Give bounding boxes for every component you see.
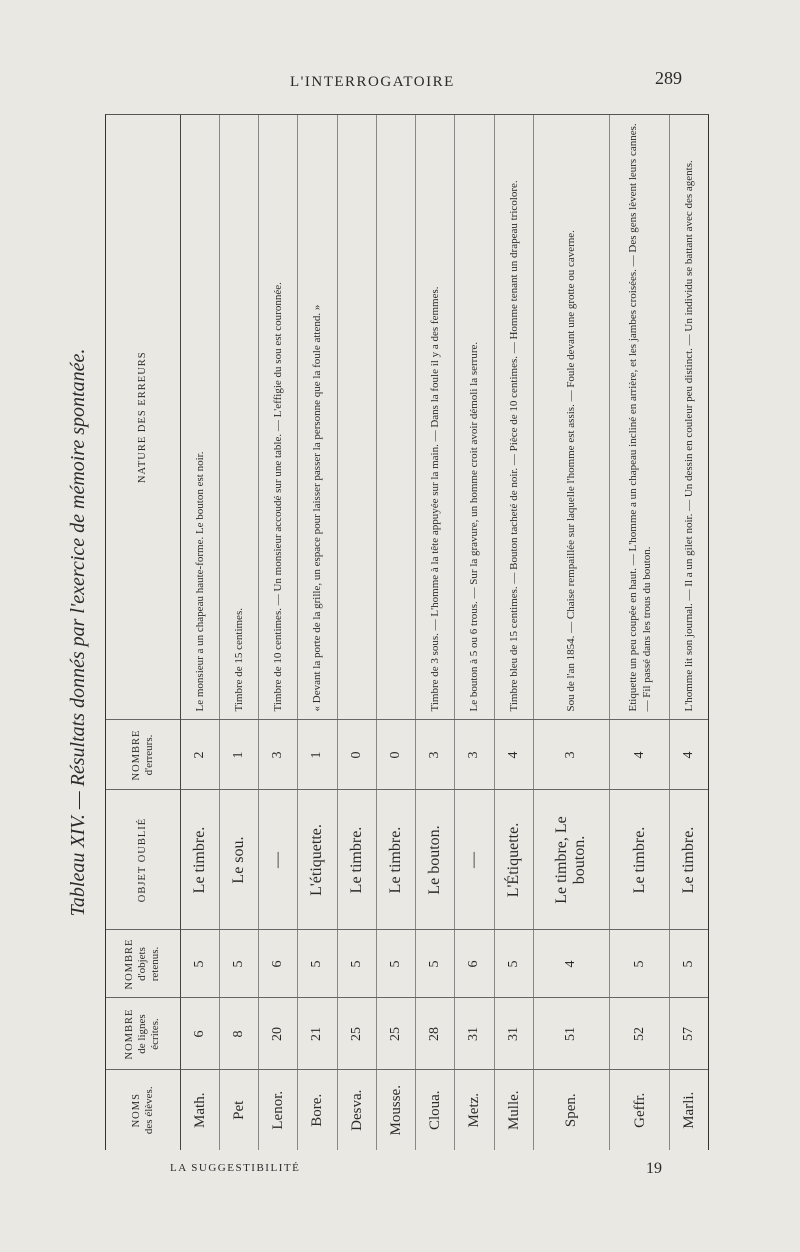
header-errors: NOMBRE d'erreurs. — [106, 720, 180, 790]
cell-lines: 20 — [259, 998, 298, 1070]
cell-nature: Timbre de 3 sous. — L'homme à la tête appuyée sur la main. — Dans la foule il y a des femmes. — [416, 115, 455, 720]
table-row — [533, 115, 609, 1150]
cell-objects: 5 — [180, 930, 219, 998]
cell-objects: 5 — [494, 930, 533, 998]
cell-forgotten: — — [259, 790, 298, 930]
cell-forgotten: — — [455, 790, 494, 930]
cell-lines: 57 — [670, 998, 708, 1070]
header-lines: NOMBRE de lignes écrites. — [106, 998, 180, 1070]
cell-name: Mulle. — [494, 1070, 533, 1150]
cell-forgotten: Le timbre. — [376, 790, 415, 930]
cell-errors: 0 — [376, 720, 415, 790]
table-row — [494, 115, 533, 1150]
cell-lines: 25 — [337, 998, 376, 1070]
cell-objects: 5 — [337, 930, 376, 998]
cell-lines: 31 — [494, 998, 533, 1070]
cell-name: Desva. — [337, 1070, 376, 1150]
cell-lines: 8 — [219, 998, 258, 1070]
table-header-row — [106, 115, 180, 1150]
cell-nature: Timbre bleu de 15 centimes. — Bouton tacheté de noir. — Pièce de 10 centimes. — Homme tenant un drapeau tricolore. — [494, 115, 533, 720]
cell-errors: 3 — [259, 720, 298, 790]
cell-objects: 5 — [670, 930, 708, 998]
cell-forgotten: Le timbre. — [610, 790, 670, 930]
header-objects: NOMBRE d'objets retenus. — [106, 930, 180, 998]
cell-name: Bore. — [298, 1070, 337, 1150]
cell-nature: Le monsieur a un chapeau haute-forme. Le bouton est noir. — [180, 115, 219, 720]
cell-name: Spen. — [533, 1070, 609, 1150]
table-row — [670, 115, 708, 1150]
cell-nature: Le bouton à 5 ou 6 trous. — Sur la gravure, un homme croit avoir démoli la serrure. — [455, 115, 494, 720]
table-row — [219, 115, 258, 1150]
cell-name: Geffr. — [610, 1070, 670, 1150]
cell-lines: 25 — [376, 998, 415, 1070]
cell-nature — [376, 115, 415, 720]
cell-objects: 5 — [376, 930, 415, 998]
cell-name: Metz. — [455, 1070, 494, 1150]
table-row — [298, 115, 337, 1150]
table-row — [416, 115, 455, 1150]
cell-lines: 6 — [180, 998, 219, 1070]
cell-forgotten: Le timbre, Le bouton. — [533, 790, 609, 930]
cell-forgotten: L'Étiquette. — [494, 790, 533, 930]
cell-lines: 51 — [533, 998, 609, 1070]
cell-nature: Timbre de 10 centimes. — Un monsieur accoudé sur une table. — L'effigie du sou est couronnée. — [259, 115, 298, 720]
footer-title: LA SUGGESTIBILITÉ — [170, 1162, 301, 1174]
cell-lines: 52 — [610, 998, 670, 1070]
cell-errors: 4 — [610, 720, 670, 790]
rotated-table-block — [60, 115, 715, 1150]
table-row — [259, 115, 298, 1150]
table-row — [180, 115, 219, 1150]
cell-forgotten: Le bouton. — [416, 790, 455, 930]
cell-objects: 4 — [533, 930, 609, 998]
cell-errors: 4 — [494, 720, 533, 790]
table-caption: Tableau XIV. — Résultats donnés par l'exercice de mémoire spontanée. — [67, 348, 89, 917]
cell-objects: 5 — [610, 930, 670, 998]
cell-forgotten: Le timbre. — [180, 790, 219, 930]
cell-name: Marli. — [670, 1070, 708, 1150]
cell-forgotten: L'étiquette. — [298, 790, 337, 930]
cell-lines: 28 — [416, 998, 455, 1070]
cell-nature: « Devant la porte de la grille, un espace pour laisser passer la personne que la foule attend. » — [298, 115, 337, 720]
cell-name: Math. — [191, 1092, 208, 1128]
signature-number: 19 — [646, 1160, 662, 1177]
cell-name: Cloua. — [416, 1070, 455, 1150]
cell-nature: Etiquette un peu coupée en haut. — L'homme a un chapeau incliné en arrière, et les jambes croisées. — Des gens lèvent leurs cannes. — Fil passé dans les trous du bouton. — [610, 115, 670, 720]
cell-name: Mousse. — [376, 1070, 415, 1150]
cell-name: Pet — [219, 1070, 258, 1150]
cell-objects: 5 — [219, 930, 258, 998]
cell-errors: 4 — [670, 720, 708, 790]
results-table — [106, 115, 708, 1150]
header-names: NOMS des élèves. — [106, 1070, 180, 1150]
table-row — [610, 115, 670, 1150]
cell-objects: 6 — [455, 930, 494, 998]
cell-name: Lenor. — [259, 1070, 298, 1150]
cell-errors: 1 — [219, 720, 258, 790]
cell-nature: L'homme lit son journal. — Il a un gilet noir. — Un dessin en couleur peu distinct. — Un individu se battant avec des agents. — [670, 115, 708, 720]
cell-forgotten: Le timbre. — [337, 790, 376, 930]
cell-nature — [337, 115, 376, 720]
cell-objects: 5 — [416, 930, 455, 998]
cell-errors: 3 — [533, 720, 609, 790]
table-row — [376, 115, 415, 1150]
header-nature: NATURE DES ERREURS — [106, 115, 180, 720]
header-forgotten: OBJET OUBLIÉ — [106, 790, 180, 930]
cell-forgotten: Le timbre. — [670, 790, 708, 930]
cell-forgotten: Le sou. — [219, 790, 258, 930]
cell-errors: 1 — [298, 720, 337, 790]
cell-objects: 5 — [298, 930, 337, 998]
cell-nature: Sou de l'an 1854. — Chaise rempaillée sur laquelle l'homme est assis. — Foule devant une grotte ou caverne. — [533, 115, 609, 720]
results-table-frame — [105, 114, 709, 1150]
cell-nature: Timbre de 15 centimes. — [219, 115, 258, 720]
cell-errors: 2 — [180, 720, 219, 790]
page-number: 289 — [655, 68, 682, 88]
cell-lines: 31 — [455, 998, 494, 1070]
table-row — [455, 115, 494, 1150]
running-header: L'INTERROGATOIRE — [290, 74, 455, 90]
cell-errors: 3 — [455, 720, 494, 790]
table-row — [337, 115, 376, 1150]
cell-objects: 6 — [259, 930, 298, 998]
cell-lines: 21 — [298, 998, 337, 1070]
cell-errors: 0 — [337, 720, 376, 790]
cell-errors: 3 — [416, 720, 455, 790]
